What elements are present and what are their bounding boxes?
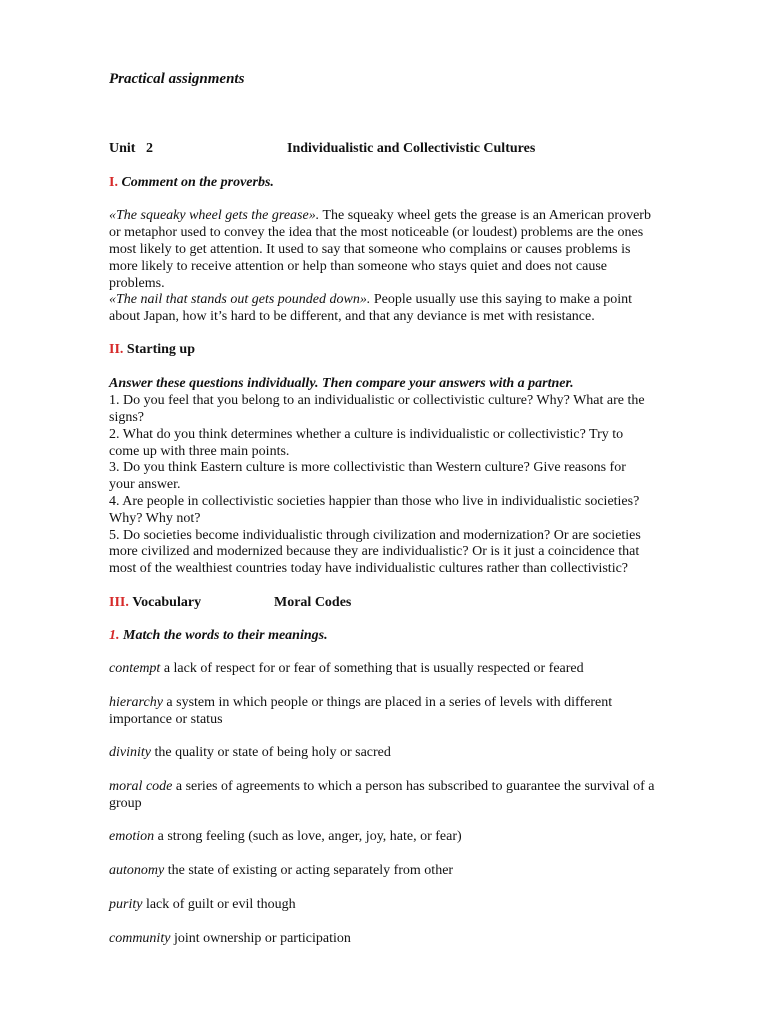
vocab-definition-cont: importance or status [109,712,223,727]
proverb-1-quote: «The squeaky wheel gets the grease». [109,208,320,223]
unit-heading [109,140,153,157]
vocab-item [109,694,612,711]
vocab-definition: the state of existing or acting separately from other [164,863,454,878]
proverb-2-text: People usually use this saying to make a point [373,292,633,307]
task-1-heading [109,627,328,644]
paragraph-line: or metaphor used to convey the idea that the most noticeable (or loudest) problems are the ones [109,225,644,240]
vocab-word: moral code [109,779,173,794]
unit-topic: Individualistic and Collectivistic Cultures [287,141,536,156]
section-1-numeral: I. [109,175,118,190]
vocab-definition: a lack of respect for or fear of something that is usually respected or feared [160,661,584,676]
question-line: most of the wealthiest countries today have individualistic cultures rather than collectivistic? [109,561,629,576]
task-1-number: 1. [109,628,120,643]
paragraph-line: about Japan, how it’s hard to be different, and that any deviance is met with resistance. [109,309,595,324]
unit-label: Unit [109,141,136,156]
vocab-word: community [109,931,171,946]
question-line: more civilized and modernized because they are individualistic? Or is it just a coincidence that [109,544,640,559]
question-line: come up with three main points. [109,444,290,459]
vocab-definition: a system in which people or things are placed in a series of levels with different [162,695,613,710]
question-line: 4. Are people in collectivistic societies happier than those who live in individualistic societies? [109,494,640,509]
vocab-item [109,862,453,879]
page-title: Practical assignments [109,71,245,87]
vocab-item [109,778,654,795]
vocab-item [109,744,391,761]
proverb-2-quote: «The nail that stands out gets pounded down». [109,292,371,307]
vocab-definition: joint ownership or participation [170,931,351,946]
vocab-item [109,930,351,947]
vocab-word: divinity [109,745,151,760]
section-3-numeral: III. [109,595,129,610]
vocab-word: contempt [109,661,161,676]
section-3-subheading: Moral Codes [274,595,352,610]
section-1-title: Comment on the proverbs. [121,175,274,190]
paragraph-line: most likely to get attention. It used to say that someone who complains or causes problems is [109,242,631,257]
section-3-heading [109,594,201,611]
question-line: 5. Do societies become individualistic through civilization and modernization? Or are societies [109,528,641,543]
vocab-word: purity [109,897,143,912]
vocab-definition: a series of agreements to which a person has subscribed to guarantee the survival of a [172,779,655,794]
proverb-2-line-1 [109,291,632,308]
vocab-word: hierarchy [109,695,163,710]
vocab-word: emotion [109,829,155,844]
vocab-item [109,660,584,677]
section-3-title: Vocabulary [132,595,202,610]
question-line: 1. Do you feel that you belong to an individualistic or collectivistic culture? Why? What are the [109,393,645,408]
unit-number: 2 [145,141,153,156]
task-1-text: Match the words to their meanings. [123,628,328,643]
vocab-definition: a strong feeling (such as love, anger, joy, hate, or fear) [154,829,462,844]
question-line: Why? Why not? [109,511,201,526]
proverb-1-line-1 [109,207,651,224]
question-line: 2. What do you think determines whether a culture is individualistic or collectivistic? Try to [109,427,624,442]
question-line: signs? [109,410,144,425]
section-2-title: Starting up [126,342,195,357]
question-line: 3. Do you think Eastern culture is more collectivistic than Western culture? Give reasons for [109,460,626,475]
vocab-item [109,896,296,913]
section-2-numeral: II. [109,342,124,357]
vocab-definition-cont: group [109,796,142,811]
vocab-definition: the quality or state of being holy or sacred [151,745,391,760]
vocab-word: autonomy [109,863,165,878]
paragraph-line: more likely to receive attention or help than someone who stays quiet and does not cause [109,259,608,274]
vocab-item [109,828,462,845]
vocab-definition: lack of guilt or evil though [142,897,296,912]
paragraph-line: problems. [109,276,165,291]
proverb-1-text: The squeaky wheel gets the grease is an American proverb [322,208,651,223]
section-1-heading [109,174,274,191]
section-2-instruction: Answer these questions individually. Then compare your answers with a partner. [109,376,574,391]
section-2-heading [109,341,195,358]
question-line: your answer. [109,477,181,492]
